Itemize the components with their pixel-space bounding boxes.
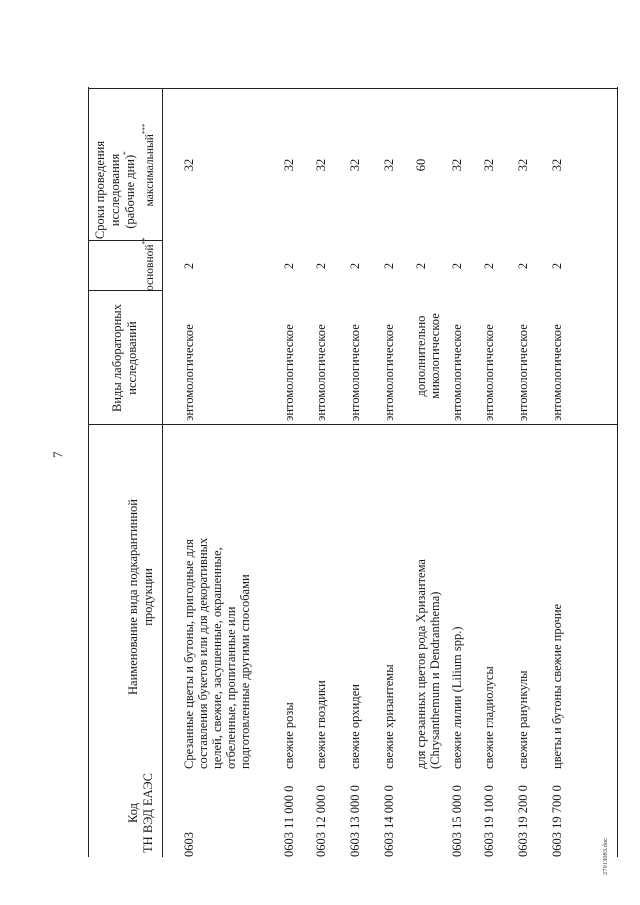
row-max: 32 [450,158,464,172]
row-type-line: энтомологическое [348,324,362,421]
row-type-line: энтомологическое [550,324,564,421]
row-name-line: составления букетов или для декоративных [196,537,210,769]
row-code: 0603 15 000 0 [450,785,464,857]
rotated-table [88,87,618,857]
row-type-line: энтомологическое [450,324,464,421]
row-code: 0603 19 100 0 [482,785,496,857]
row-name-line: свежие лилии (Lilium spp.) [450,626,464,769]
row-name-line: свежие гвоздики [314,680,328,769]
row-max: 32 [482,158,496,172]
table-top-border [88,87,89,857]
row-code: 0603 11 000 0 [282,785,296,857]
row-name-line: свежие розы [282,702,296,769]
row-main: 2 [314,262,328,270]
row-main: 2 [414,262,428,270]
column-divider-5 [162,424,617,425]
row-main: 2 [182,262,196,270]
table-bottom-border [617,87,618,857]
row-code: 0603 [182,832,196,857]
footnote-mark: * [122,151,130,155]
row-max: 32 [314,158,328,172]
row-max: 32 [182,158,196,172]
row-name-line: свежие орхидеи [348,684,362,769]
header-terms-line1: Сроки проведения [93,140,107,240]
row-max: 32 [348,158,362,172]
row-name-line: для срезанных цветов рода Хризантема [414,559,428,769]
footnote-mark: ** [141,237,149,245]
page-number: 7 [50,451,65,458]
header-code-line2: ТН ВЭД ЕАЭС [141,773,155,853]
header-terms-line3: (рабочие дни)* [122,151,137,229]
row-max: 32 [550,158,564,172]
row-type-line: микологическое [428,313,442,399]
row-name-line: отбеленные, пропитанные или [224,606,238,769]
header-name-line1: Наименование вида подкарантинной [126,499,140,695]
header-main: основной** [141,237,156,291]
row-name-line: подготовленные другими способами [238,574,252,769]
row-name-line: Срезанные цветы и бутоны, пригодные для [182,539,196,769]
row-main: 2 [482,262,496,270]
row-main: 2 [348,262,362,270]
row-type-line: энтомологическое [182,324,196,421]
row-main: 2 [450,262,464,270]
header-divider [162,89,163,857]
header-terms-line2: исследования [108,153,122,227]
header-code-line1: Код [126,803,140,823]
row-name-line: (Chrysanthemum и Dendranthema) [428,591,442,769]
row-type-line: дополнительно [414,315,428,397]
footnote-mark: *** [141,123,149,135]
row-code: 0603 19 700 0 [550,785,564,857]
row-type-line: энтомологическое [482,324,496,421]
row-name-line: свежие хризантемы [382,664,396,769]
row-code: 0603 14 000 0 [382,785,396,857]
row-type-line: энтомологическое [282,324,296,421]
row-name-line: цветы и бутоны свежие прочие [550,603,564,769]
row-main: 2 [382,262,396,270]
header-name-line2: продукции [141,568,155,626]
row-name-line: свежие гладиолусы [482,666,496,769]
header-max: максимальный*** [141,123,156,207]
row-max: 32 [282,158,296,172]
header-types-line2: исследований [125,321,139,395]
row-max: 32 [516,158,530,172]
row-main: 2 [550,262,564,270]
row-type-line: энтомологическое [516,324,530,421]
row-type-line: энтомологическое [314,324,328,421]
row-main: 2 [516,262,530,270]
row-type-line: энтомологическое [382,324,396,421]
row-name-line: целей, свежие, засушенные, окрашенные, [210,547,224,769]
row-name-line: свежие ранункулы [516,670,530,769]
row-code: 0603 13 000 0 [348,785,362,857]
row-main: 2 [282,262,296,270]
row-max: 32 [382,158,396,172]
row-code: 0603 12 000 0 [314,785,328,857]
header-types-line1: Виды лабораторных [110,304,124,412]
footer-filename: 27013083.doc [602,837,609,875]
row-code: 0603 19 200 0 [516,785,530,857]
row-max: 60 [414,158,428,172]
